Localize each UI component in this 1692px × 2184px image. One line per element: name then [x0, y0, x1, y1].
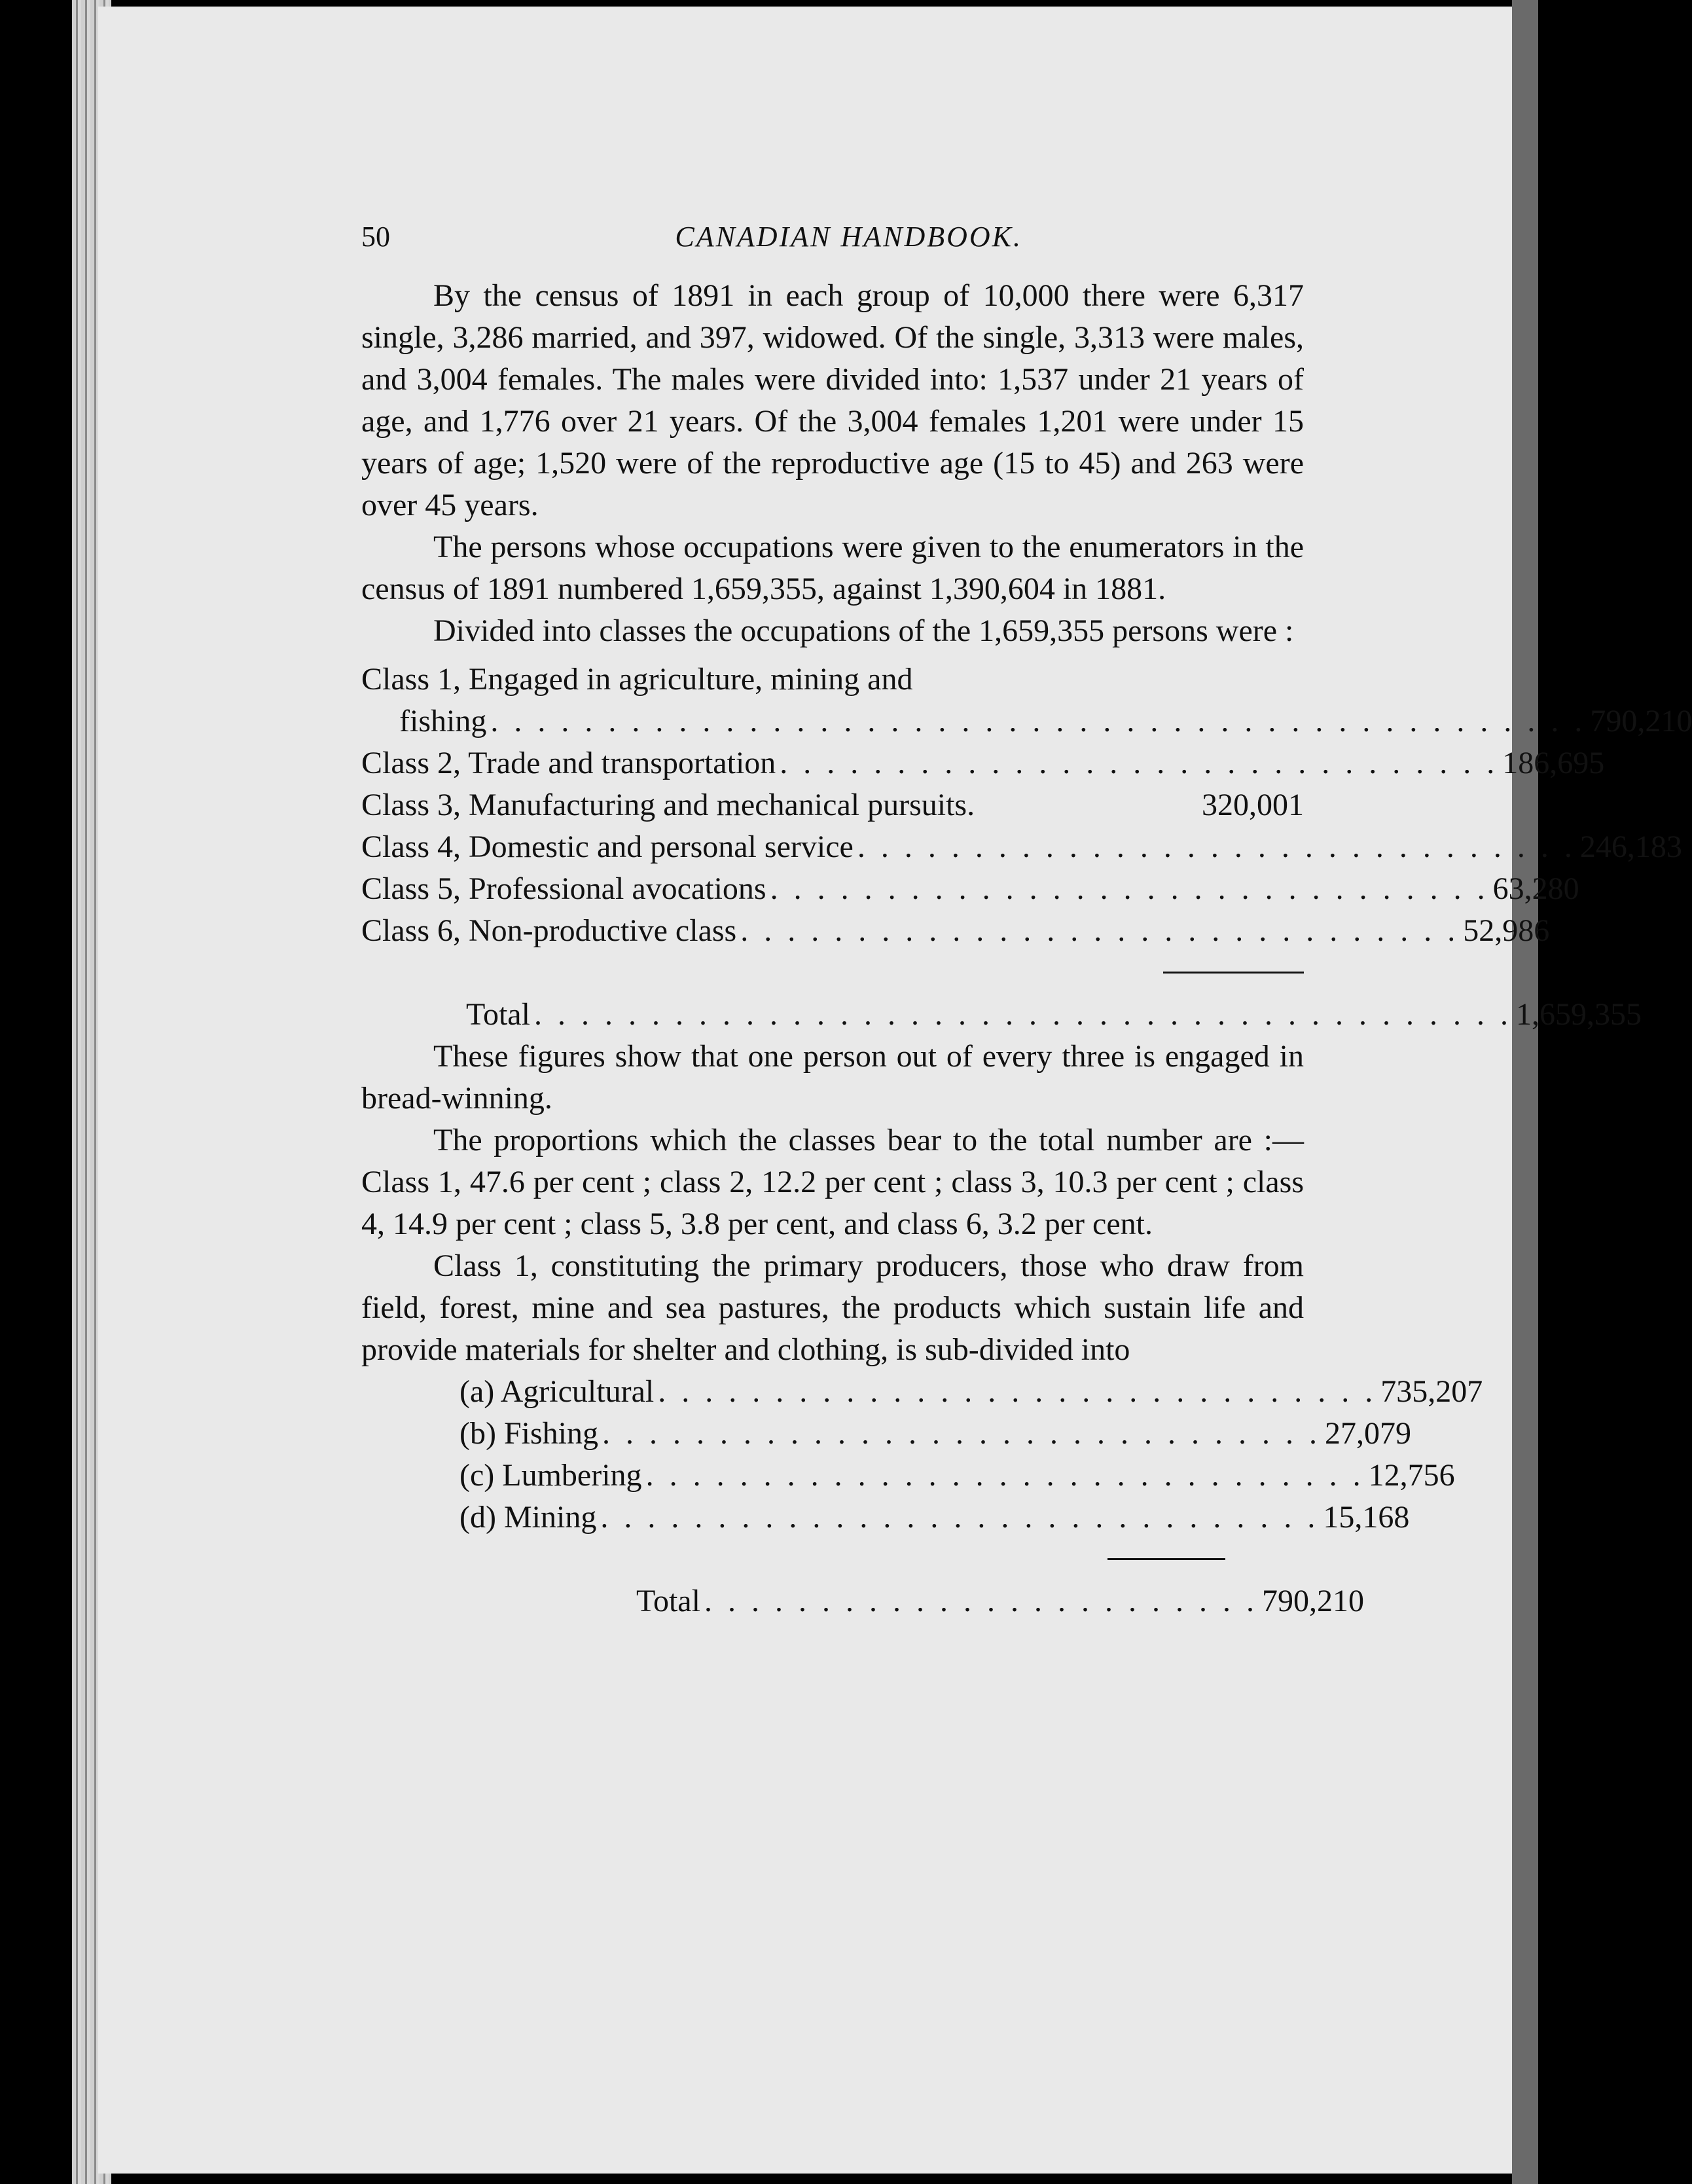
subdivision-label: (c) Lumbering [459, 1458, 642, 1493]
page-number: 50 [361, 221, 390, 253]
class-label: fishing [399, 704, 487, 738]
class-value: 63,280 [1492, 871, 1579, 906]
subdivision-label: (d) Mining [459, 1500, 597, 1535]
leader-dots: . . . . . . . . . . . . . . . . . . . . . . . . . . . . . . . . . . . . . . . . . . . . . . . [490, 704, 1587, 738]
class1-subdivision-table [459, 1371, 1483, 1622]
class-value: 52,986 [1463, 913, 1550, 948]
subdivision-row [459, 1455, 1455, 1497]
subdivision-value: 15,168 [1323, 1500, 1410, 1535]
total-label: Total [466, 997, 530, 1032]
class-label: Class 4, Domestic and personal service [361, 829, 854, 864]
leader-dots: . . . . . . . . . . . . . . . . . . . . . . . . . . . . . . . [602, 1416, 1322, 1451]
page-text [361, 216, 1692, 1622]
class-row [361, 868, 1579, 910]
class-value: 246,183 [1579, 829, 1682, 864]
leader-dots: . . . . . . . . . . . . . . . . . . . . . . . . . . . . . . . [780, 746, 1499, 780]
paragraph-classes-intro: Divided into classes the occupations of the 1,659,355 persons were : [433, 613, 1294, 648]
subdivision-total-row [459, 1580, 1364, 1622]
class-label: Class 3, Manufacturing and mechanical pursuits. [361, 788, 975, 822]
leader-dots: . . . . . . . . . . . . . . . . . . . . . . . . . . . . . . . . . . . . . . . . . . [533, 997, 1512, 1032]
leader-dots: . . . . . . . . . . . . . . . . . . . . . . . . . . . . . . . [740, 913, 1460, 948]
class-row [361, 659, 1304, 701]
class-label: Class 1, Engaged in agriculture, mining and [361, 662, 913, 697]
leader-dots: . . . . . . . . . . . . . . . . . . . . . . . . . . . . . . . [658, 1374, 1377, 1409]
subdivision-row [459, 1413, 1412, 1455]
class-total-row [361, 994, 1642, 1036]
total-label: Total [636, 1584, 700, 1618]
leader-dots: . . . . . . . . . . . . . . . . . . . . . . . . . . . . . . . [600, 1500, 1320, 1535]
class-value: 320,001 [1202, 788, 1304, 822]
subdivision-value: 27,079 [1325, 1416, 1412, 1451]
total-value: 1,659,355 [1515, 997, 1642, 1032]
paragraph-occupations-count: The persons whose occupations were given to the enumerators in the census of 1891 numbered 1,659,355, against 1,390,604 in 1881. [361, 530, 1304, 606]
subdivision-label: (b) Fishing [459, 1416, 599, 1451]
paragraph-class1-subdivision: Class 1, constituting the primary producers, those who draw from field, forest, mine and sea pastures, the products which sustain life and provide materials for shelter and clothing, is sub-divided into [361, 1248, 1304, 1367]
total-rule [361, 952, 1304, 994]
total-rule [459, 1538, 1225, 1580]
subdivision-row [459, 1371, 1483, 1413]
class-row [361, 910, 1550, 952]
class-label: Class 6, Non-productive class [361, 913, 737, 948]
class-value: 790,210 [1590, 704, 1692, 738]
total-value: 790,210 [1261, 1584, 1364, 1618]
subdivision-value: 735,207 [1380, 1374, 1483, 1409]
subdivision-row [459, 1497, 1410, 1538]
running-header [361, 216, 1304, 258]
class-label: Class 5, Professional avocations [361, 871, 766, 906]
leader-dots: . . . . . . . . . . . . . . . . . . . . . . . . . . . . . . . [770, 871, 1489, 906]
leader-dots: . . . . . . . . . . . . . . . . . . . . . . . . [704, 1584, 1258, 1618]
leader-dots: . . . . . . . . . . . . . . . . . . . . . . . . . . . . . . . [857, 829, 1576, 864]
class-value: 186,695 [1502, 746, 1605, 780]
class-label: Class 2, Trade and transportation [361, 746, 776, 780]
leader-dots: . . . . . . . . . . . . . . . . . . . . . . . . . . . . . . . [645, 1458, 1365, 1493]
paragraph-bread-winning: These figures show that one person out of every three is engaged in bread-winning. [361, 1039, 1304, 1116]
class-row [361, 784, 1304, 826]
occupation-class-table [361, 659, 1692, 1036]
class-row [361, 701, 1692, 742]
binding-edge [1512, 0, 1538, 2184]
class-row [361, 826, 1682, 868]
class-row [361, 742, 1605, 784]
paragraph-census-groups: By the census of 1891 in each group of 10,000 there were 6,317 single, 3,286 married, and 397, widowed. Of the single, 3,313 were males, and 3,004 females. The males were divided into: 1,537 under 21 years of age, and 1,776 over 21 years. Of the 3,004 females 1,201 were under 15 years of age; 1,520 were of the reproductive age (15 to 45) and 263 were over 45 years. [361, 278, 1304, 522]
paragraph-proportions: The proportions which the classes bear to the total number are :—Class 1, 47.6 per cent ; class 2, 12.2 per cent ; class 3, 10.3 per cent ; class 4, 14.9 per cent ; class 5, 3.8 per cent, and class 6, 3.2 per cent. [361, 1123, 1304, 1241]
running-title: CANADIAN HANDBOOK. [675, 221, 1022, 253]
subdivision-value: 12,756 [1368, 1458, 1455, 1493]
subdivision-label: (a) Agricultural [459, 1374, 655, 1409]
